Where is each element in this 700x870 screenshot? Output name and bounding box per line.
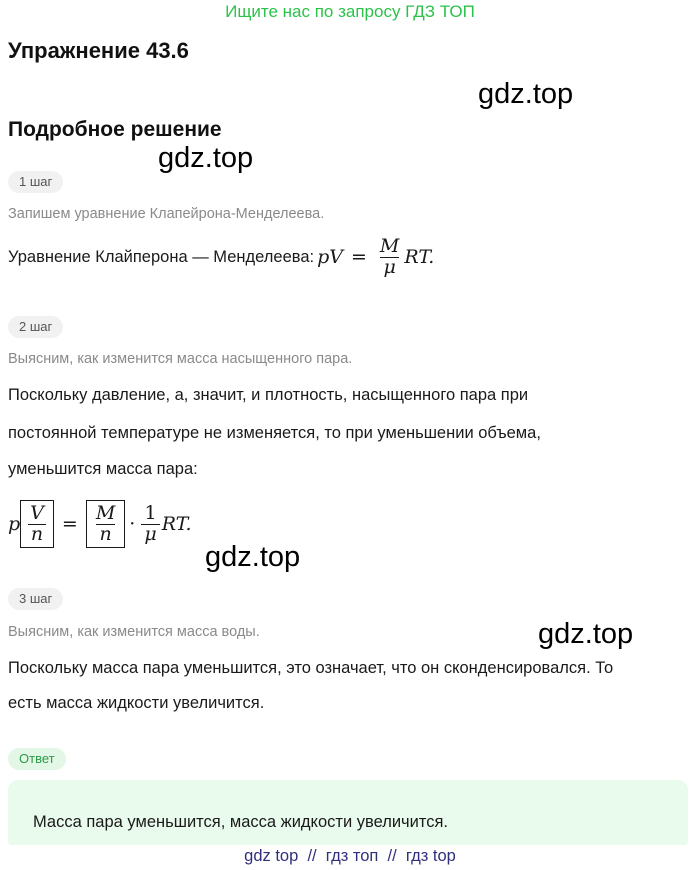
fraction-numerator: 1 bbox=[144, 501, 157, 524]
top-banner[interactable]: Ищите нас по запросу ГДЗ ТОП bbox=[225, 2, 475, 21]
fraction bbox=[93, 501, 118, 545]
footer-links[interactable]: gdz top // гдз топ // гдз top bbox=[0, 845, 700, 870]
step-1-equation-line bbox=[8, 230, 434, 284]
fraction-numerator: M bbox=[379, 234, 400, 257]
paragraph-line: есть масса жидкости увеличится. bbox=[8, 694, 265, 712]
step-label: 1 шаг bbox=[8, 171, 63, 193]
formula-tail: RT. bbox=[161, 513, 192, 535]
paragraph-line: постоянной температуре не изменяется, то при уменьшении объема, bbox=[8, 424, 541, 442]
formula-equals: = bbox=[350, 246, 367, 268]
step-badge bbox=[8, 171, 63, 193]
formula-equals: = bbox=[61, 513, 78, 535]
step-2-formula bbox=[8, 494, 192, 554]
watermark: gdz.top bbox=[538, 618, 634, 650]
step-label: 3 шаг bbox=[8, 588, 63, 610]
equation-intro: Уравнение Клайперона — Менделеева: bbox=[8, 247, 315, 266]
formula-lhs: pV bbox=[317, 246, 343, 268]
boxed-fraction bbox=[86, 500, 125, 549]
step-note: Выясним, как изменится масса воды. bbox=[8, 624, 260, 640]
paragraph-line: Поскольку давление, а, значит, и плотность, насыщенного пара при bbox=[8, 386, 529, 404]
watermark: gdz.top bbox=[158, 142, 254, 174]
step-label: 2 шаг bbox=[8, 316, 63, 338]
answer-text: Масса пара уменьшится, масса жидкости увеличится. bbox=[33, 813, 448, 831]
section-heading: Подробное решение bbox=[8, 118, 222, 141]
formula bbox=[317, 234, 435, 278]
formula-tail: RT. bbox=[404, 246, 435, 268]
answer-label: Ответ bbox=[8, 748, 66, 770]
step-note: Выясним, как изменится масса насыщенного пара. bbox=[8, 351, 353, 367]
step-badge bbox=[8, 316, 63, 338]
fraction-denominator: μ bbox=[141, 524, 159, 545]
fraction-denominator: μ bbox=[380, 257, 398, 278]
answer-badge bbox=[8, 748, 66, 770]
watermark: gdz.top bbox=[205, 541, 301, 573]
paragraph-line: Поскольку масса пара уменьшится, это означает, что он сконденсировался. То bbox=[8, 659, 614, 677]
watermark: gdz.top bbox=[478, 78, 574, 110]
boxed-fraction bbox=[20, 500, 54, 549]
step-badge bbox=[8, 588, 63, 610]
page-title: Упражнение 43.6 bbox=[8, 38, 189, 63]
fraction bbox=[27, 501, 47, 545]
paragraph-line: уменьшится масса пара: bbox=[8, 460, 198, 478]
formula-dot: · bbox=[129, 513, 136, 535]
fraction-denominator: n bbox=[96, 524, 114, 545]
fraction bbox=[377, 234, 402, 278]
fraction bbox=[141, 501, 159, 545]
fraction-numerator: V bbox=[30, 501, 44, 524]
formula-p: p bbox=[8, 513, 21, 535]
fraction-denominator: n bbox=[28, 524, 46, 545]
step-note: Запишем уравнение Клапейрона-Менделеева. bbox=[8, 206, 325, 222]
fraction-numerator: M bbox=[95, 501, 116, 524]
